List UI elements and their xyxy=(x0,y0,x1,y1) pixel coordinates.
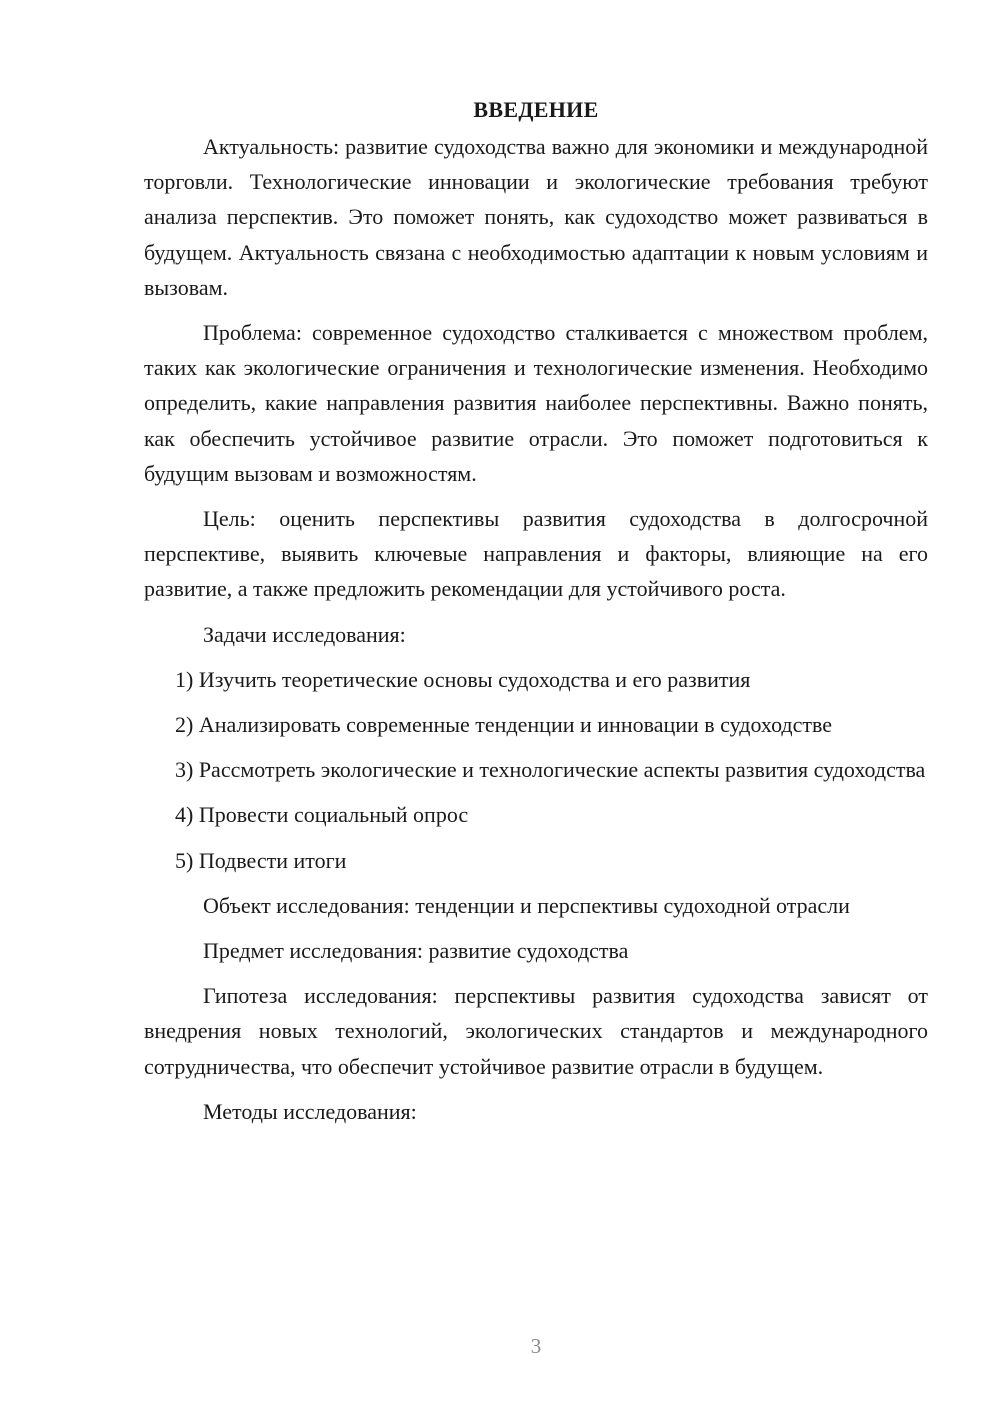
page-number: 3 xyxy=(530,1334,542,1358)
paragraph-relevance: Актуальность: развитие судоходства важно для экономики и международной торговли. Технологические инновации и экологические требования требуют анализа перспектив. Это поможет понять, как судоходство может развиваться в будущем. Актуальность связана с необходимостью адаптации к новым условиям и вызовам. xyxy=(144,134,928,300)
task-item-1: 1) Изучить теоретические основы судоходства и его развития xyxy=(175,666,751,692)
paragraph-goal: Цель: оценить перспективы развития судоходства в долгосрочной перспективе, выявить ключевые направления и факторы, влияющие на его развитие, а также предложить рекомендации для устойчивого роста. xyxy=(144,506,928,602)
paragraph-problem: Проблема: современное судоходство сталкивается с множеством проблем, таких как экологические ограничения и технологические изменения. Необходимо определить, какие направления развития наиболее перспективны. Важно понять, как обеспечить устойчивое развитие отрасли. Это поможет подготовиться к будущим вызовам и возможностям. xyxy=(144,320,928,486)
paragraph-object: Объект исследования: тенденции и перспективы судоходной отрасли xyxy=(203,892,850,918)
paragraph-hypothesis: Гипотеза исследования: перспективы развития судоходства зависят от внедрения новых технологий, экологических стандартов и международного сотрудничества, что обеспечит устойчивое развитие отрасли в будущем. xyxy=(144,983,928,1079)
document-page xyxy=(144,92,928,1129)
page-title: ВВЕДЕНИЕ xyxy=(473,97,599,122)
paragraph-subject: Предмет исследования: развитие судоходства xyxy=(203,938,629,964)
methods-heading: Методы исследования: xyxy=(203,1098,417,1124)
task-item-4: 4) Провести социальный опрос xyxy=(175,802,469,828)
task-item-2: 2) Анализировать современные тенденции и инновации в судоходстве xyxy=(175,712,833,738)
tasks-heading: Задачи исследования: xyxy=(203,621,406,647)
task-item-5: 5) Подвести итоги xyxy=(175,847,347,873)
task-item-3: 3) Рассмотреть экологические и технологические аспекты развития судоходства xyxy=(175,757,926,783)
